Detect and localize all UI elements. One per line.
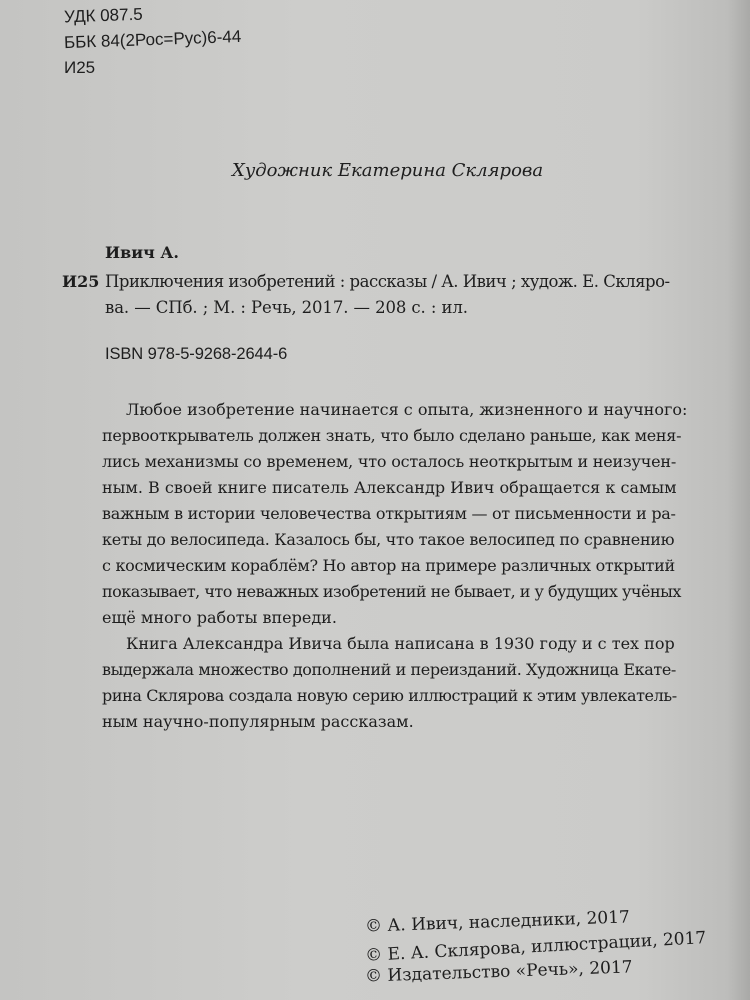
annotation-line: ным научно-популярным рассказам. [102,712,414,731]
catalog-line-2: ва. — СПб. ; М. : Речь, 2017. — 208 с. : ил. [105,298,468,317]
annotation-line: показывает, что неважных изобретений не бывает, и у будущих учёных [102,582,681,601]
author-mark: И25 [64,58,96,77]
annotation-line: первооткрыватель должен знать, что было сделано раньше, как меня- [102,426,682,445]
annotation-line: Любое изобретение начинается с опыта, жизненного и научного: [126,400,688,419]
copyright-publisher: © Издательство «Речь», 2017 [364,957,633,987]
bbk-code: ББК 84(2Рос=Рус)6-44 [63,26,242,53]
annotation-line: Книга Александра Ивича была написана в 1930 году и с тех пор [126,634,675,653]
annotation-line: рина Склярова создала новую серию иллюстраций к этим увлекатель- [102,686,677,705]
annotation-line: с космическим кораблём? Но автор на примере различных открытий [102,556,675,575]
copyright-author: © А. Ивич, наследники, 2017 [364,907,631,937]
annotation-line: важным в истории человечества открытиям — от письменности и ра- [102,504,676,523]
catalog-code: И25 [62,272,100,291]
catalog-author: Ивич А. [105,243,179,262]
annotation-line: ным. В своей книге писатель Александр Ивич обращается к самым [102,478,677,497]
illustrator-credit: Художник Екатерина Склярова [232,160,544,181]
copyright-illustrator: © Е. А. Склярова, иллюстрации, 2017 [364,928,707,966]
udk-code: УДК 087.5 [63,4,144,27]
annotation-line: кеты до велосипеда. Казалось бы, что такое велосипед по сравнению [102,530,675,549]
annotation-line: лись механизмы со временем, что осталось неоткрытым и неизучен- [102,452,677,471]
isbn: ISBN 978-5-9268-2644-6 [105,345,288,363]
catalog-line-1: Приключения изобретений : рассказы / А. Ивич ; худож. Е. Скляро- [105,272,670,291]
annotation-line: ещё много работы впереди. [102,608,337,627]
annotation-line: выдержала множество дополнений и переизданий. Художница Екате- [102,660,676,679]
